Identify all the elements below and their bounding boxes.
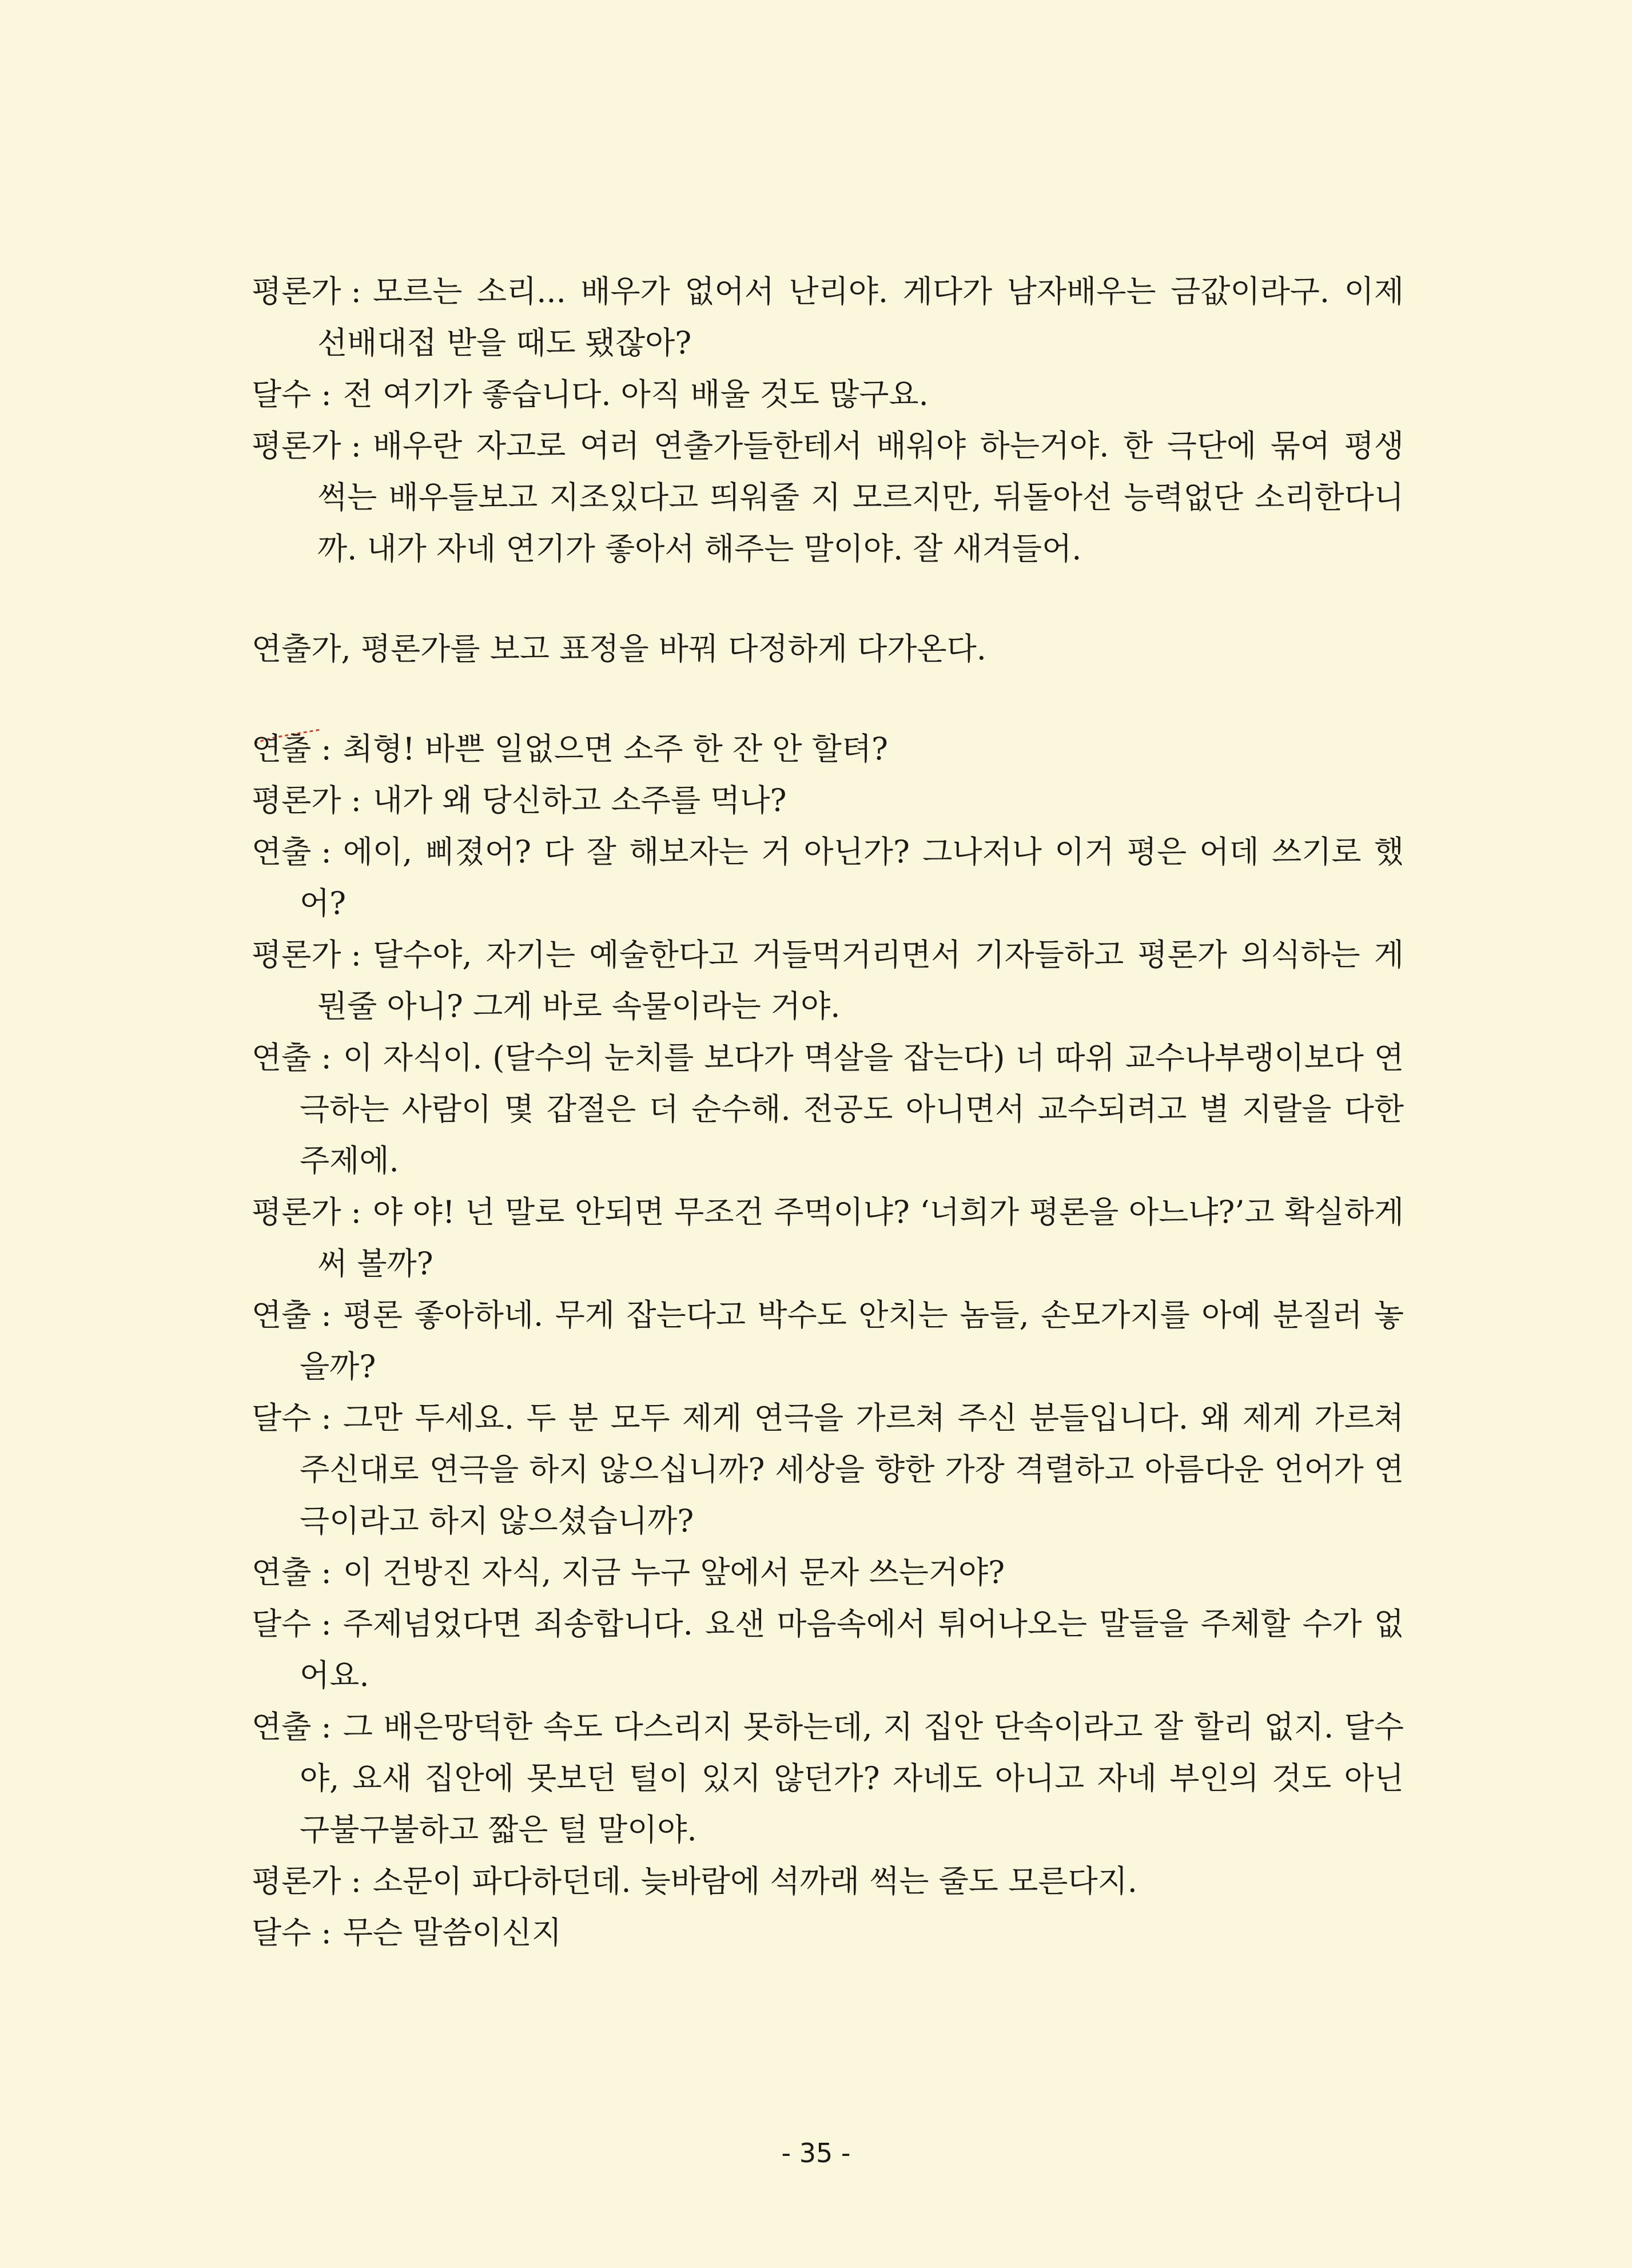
dialogue-text: 최형! 바쁜 일없으면 소주 한 잔 안 할텨?	[343, 731, 888, 767]
dialogue-text: 그 배은망덕한 속도 다스리지 못하는데, 지 집안 단속이라고 잘 할리 없지. 달수야, 요새 집안에 못보던 털이 있지 않던가? 자네도 아니고 자네 부인의 것도 아닌 구불구불하고 짧은 털 말이야.	[300, 1709, 1404, 1848]
dialogue-text: 내가 왜 당신하고 소주를 먹나?	[372, 782, 787, 818]
dialogue-line	[252, 266, 1404, 369]
speaker-label: 연출 :	[252, 1297, 332, 1333]
dialogue-block-2	[252, 723, 1404, 1959]
script-body	[252, 266, 1404, 1959]
dialogue-line	[252, 1290, 1404, 1392]
stage-direction: 연출가, 평론가를 보고 표정을 바꿔 다정하게 다가온다.	[252, 631, 986, 667]
dialogue-line	[252, 1392, 1404, 1547]
page-number: - 35 -	[781, 2138, 851, 2168]
speaker-label: 평론가 :	[252, 937, 361, 973]
dialogue-text: 야 야! 넌 말로 안되면 무조건 주먹이냐? ‘너희가 평론을 아느냐?’고 확실하게 써 볼까?	[317, 1194, 1404, 1282]
dialogue-line	[252, 1701, 1404, 1856]
speaker-label: 연출 :	[252, 1709, 332, 1745]
dialogue-text: 전 여기가 좋습니다. 아직 배울 것도 많구요.	[343, 376, 929, 412]
speaker-label: 평론가 :	[252, 1194, 361, 1230]
dialogue-text: 달수야, 자기는 예술한다고 거들먹거리면서 기자들하고 평론가 의식하는 게 뭔줄 아니? 그게 바로 속물이라는 거야.	[317, 937, 1404, 1024]
dialogue-line	[252, 1187, 1404, 1290]
dialogue-line	[252, 1032, 1404, 1187]
dialogue-line	[252, 775, 1404, 826]
speaker-label: 연출 :	[252, 1554, 332, 1590]
dialogue-text: 이 자식이. (달수의 눈치를 보다가 멱살을 잡는다) 너 따위 교수나부랭이보다 연극하는 사람이 몇 갑절은 더 순수해. 전공도 아니면서 교수되려고 별 지랄을 다한 주제에.	[300, 1040, 1404, 1179]
speaker-label: 달수 :	[252, 1915, 332, 1951]
speaker-label: 평론가 :	[252, 273, 361, 309]
dialogue-text: 평론 좋아하네. 무게 잡는다고 박수도 안치는 놈들, 손모가지를 아예 분질러 놓을까?	[300, 1297, 1404, 1384]
speaker-label: 평론가 :	[252, 782, 361, 818]
dialogue-text: 무슨 말씀이신지	[343, 1915, 562, 1951]
speaker-label: 달수 :	[252, 376, 332, 412]
dialogue-block-1	[252, 266, 1404, 575]
speaker-label: 연출 :	[252, 834, 332, 870]
dialogue-line	[252, 1856, 1404, 1907]
dialogue-line	[252, 420, 1404, 575]
speaker-label: 연출 :	[252, 1040, 332, 1076]
dialogue-text: 주제넘었다면 죄송합니다. 요샌 마음속에서 튀어나오는 말들을 주체할 수가 없어요.	[300, 1606, 1404, 1693]
dialogue-text: 모르는 소리... 배우가 없어서 난리야. 게다가 남자배우는 금값이라구. 이제 선배대접 받을 때도 됐잖아?	[317, 273, 1404, 361]
dialogue-text: 그만 두세요. 두 분 모두 제게 연극을 가르쳐 주신 분들입니다. 왜 제게 가르쳐 주신대로 연극을 하지 않으십니까? 세상을 향한 가장 격렬하고 아름다운 언어가 연극이라고 하지 않으셨습니까?	[300, 1400, 1404, 1539]
speaker-label: 달수 :	[252, 1400, 332, 1436]
dialogue-line	[252, 826, 1404, 929]
speaker-label: 달수 :	[252, 1606, 332, 1642]
dialogue-text: 소문이 파다하던데. 늦바람에 석까래 썩는 줄도 모른다지.	[372, 1863, 1137, 1899]
dialogue-text: 에이, 삐졌어? 다 잘 해보자는 거 아닌가? 그나저나 이거 평은 어데 쓰기로 했어?	[300, 834, 1404, 921]
dialogue-text: 배우란 자고로 여러 연출가들한테서 배워야 하는거야. 한 극단에 묶여 평생 썩는 배우들보고 지조있다고 띄워줄 지 모르지만, 뒤돌아선 능력없단 소리한다니까. 내가 자네 연기가 좋아서 해주는 말이야. 잘 새겨들어.	[317, 428, 1404, 567]
speaker-label: 평론가 :	[252, 1863, 361, 1899]
dialogue-line	[252, 1547, 1404, 1598]
dialogue-line	[252, 1598, 1404, 1701]
dialogue-line	[252, 723, 1404, 775]
speaker-label: 평론가 :	[252, 428, 361, 464]
dialogue-line	[252, 369, 1404, 420]
dialogue-text: 이 건방진 자식, 지금 누구 앞에서 문자 쓰는거야?	[343, 1554, 1005, 1590]
dialogue-line	[252, 1907, 1404, 1959]
dialogue-line	[252, 929, 1404, 1032]
speaker-label: 연출 :	[252, 731, 332, 767]
